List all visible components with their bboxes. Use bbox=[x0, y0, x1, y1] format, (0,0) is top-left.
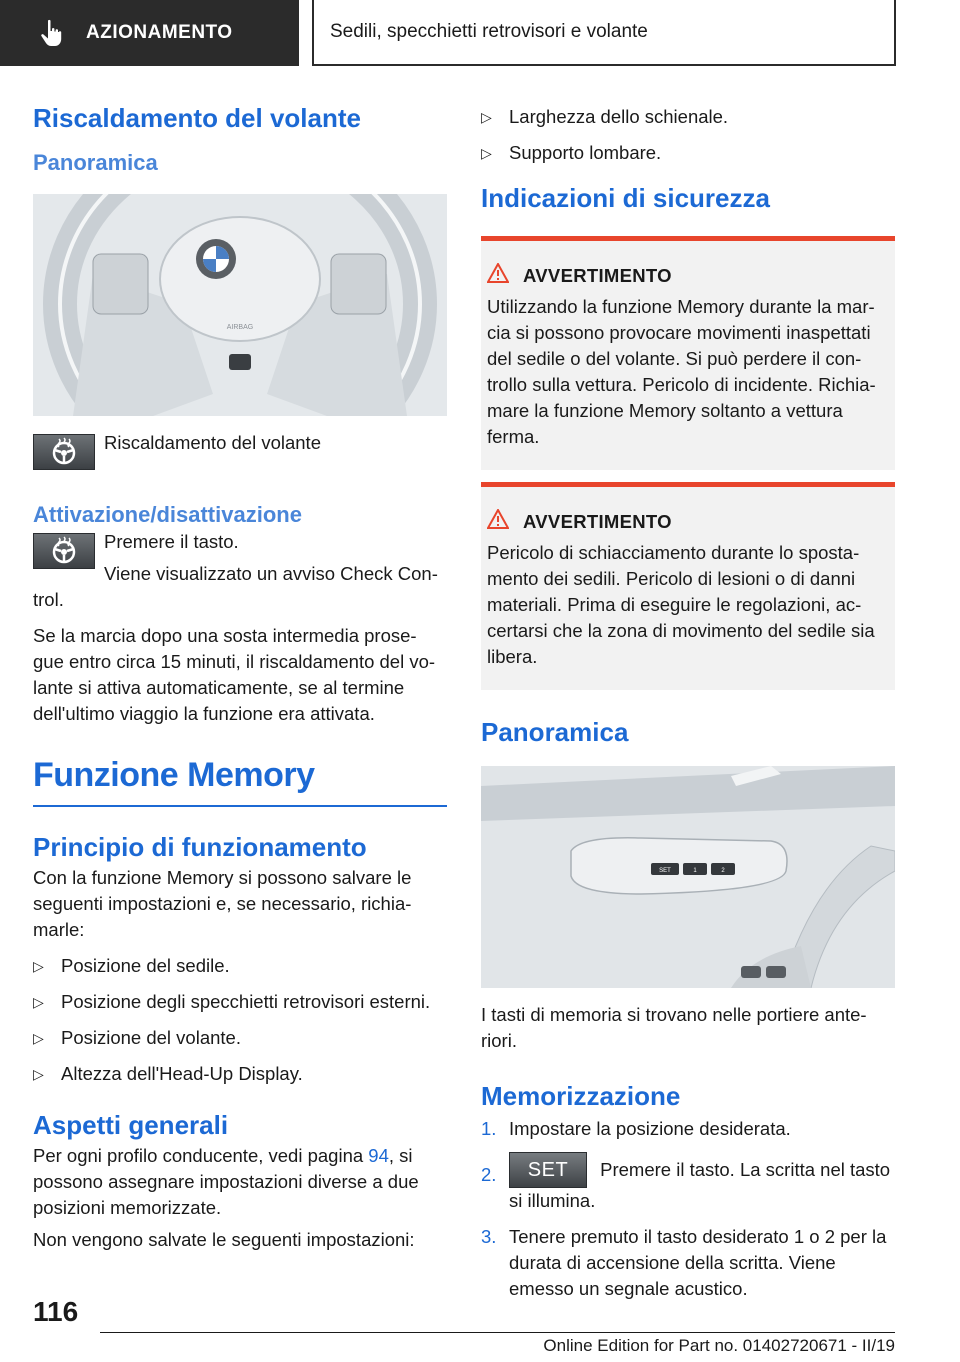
right-column bbox=[481, 100, 895, 1302]
set-key-label: SET bbox=[659, 868, 671, 874]
steering-heating-button-icon bbox=[33, 533, 95, 569]
general-text: Per ogni profilo conducente, vedi pagina 94, si possono assegnare impostazioni diverse a due posizioni memorizzate. bbox=[33, 1145, 419, 1218]
warning-triangle-icon bbox=[487, 509, 509, 534]
set-button-icon: SET bbox=[509, 1152, 587, 1188]
warning-box-1 bbox=[481, 236, 895, 470]
activation-press: Premere il tasto. bbox=[104, 531, 239, 552]
section-label: Sedili, specchietti retrovisori e volante bbox=[330, 21, 648, 42]
activation-check-control: Viene visualizzato un avviso Check Con- bbox=[104, 563, 438, 584]
list-item: 2. SET Premere il tasto. La scritta nel tasto si illumina. bbox=[481, 1152, 895, 1214]
list-item: ▷ Posizione del volante. bbox=[33, 1025, 447, 1051]
heading-general-aspects: Aspetti generali bbox=[33, 1110, 229, 1140]
touch-hand-icon bbox=[38, 18, 64, 48]
heading-steering-heating: Riscaldamento del volante bbox=[33, 103, 361, 133]
auto-activation-text: Se la marcia dopo una sosta intermedia prose- gue entro circa 15 minuti, il riscaldamento del vo- lante si attiva automaticamente, se al termine dell'ultimo viaggio la funzione era attivata. bbox=[33, 625, 436, 724]
heating-icon-legend bbox=[33, 434, 447, 470]
memory-key-1-label: 1 bbox=[693, 868, 697, 874]
steering-wheel-image bbox=[33, 194, 447, 416]
header-section-box bbox=[312, 0, 896, 66]
door-memory-buttons-image bbox=[481, 766, 895, 988]
page-link-94[interactable]: 94 bbox=[368, 1145, 389, 1166]
edition-text: Online Edition for Part no. 01402720671 - II/19 bbox=[543, 1336, 895, 1355]
heading-memory-function: Funzione Memory bbox=[33, 756, 315, 794]
heading-activation: Attivazione/disattivazione bbox=[33, 502, 302, 527]
header-chapter-tab bbox=[0, 0, 299, 66]
list-item: ▷ Posizione del sedile. bbox=[33, 953, 447, 979]
triangle-bullet-icon: ▷ bbox=[33, 994, 44, 1010]
triangle-bullet-icon: ▷ bbox=[33, 1066, 44, 1082]
page-number: 116 bbox=[33, 1296, 79, 1327]
list-item: 1. Impostare la posizione desiderata. bbox=[481, 1118, 791, 1139]
storing-steps-list bbox=[481, 1116, 895, 1302]
activation-check-control-cont: trol. bbox=[33, 589, 64, 610]
not-saved-text: Non vengono salvate le seguenti impostazioni: bbox=[33, 1229, 415, 1250]
list-item: ▷ Posizione degli specchietti retrovisori esterni. bbox=[33, 989, 447, 1015]
left-column bbox=[33, 100, 447, 1253]
principle-text: Con la funzione Memory si possono salvare le seguenti impostazioni e, se necessario, richia- marle: bbox=[33, 867, 412, 940]
warning-title: AVVERTIMENTO bbox=[523, 510, 672, 532]
warning-text: Pericolo di schiacciamento durante lo sposta- mento dei sedili. Pericolo di lesioni o di danni materiali. Prima di eseguire le regolazioni, ac- certarsi che la zona di movimento del sedile sia libera. bbox=[487, 542, 875, 667]
list-item: 3. Tenere premuto il tasto desiderato 1 o 2 per la durata di accensione della scritta. Viene emesso un segnale acustico. bbox=[481, 1226, 887, 1299]
memory-settings-list bbox=[33, 953, 447, 1087]
triangle-bullet-icon: ▷ bbox=[481, 109, 492, 125]
footer-rule bbox=[100, 1332, 895, 1333]
chapter-label: AZIONAMENTO bbox=[86, 22, 233, 43]
memory-buttons-location-text: I tasti di memoria si trovano nelle portiere ante- riori. bbox=[481, 1004, 867, 1051]
warning-title: AVVERTIMENTO bbox=[523, 264, 672, 286]
memory-key-2-label: 2 bbox=[721, 868, 725, 874]
heading-overview-right: Panoramica bbox=[481, 717, 629, 747]
heating-icon-caption: Riscaldamento del volante bbox=[104, 432, 321, 453]
heading-overview-left: Panoramica bbox=[33, 150, 158, 175]
warning-text: Utilizzando la funzione Memory durante la mar- cia si possono provocare movimenti inaspettati del sedile o del volante. Si può perdere il con- trollo sulla vettura. Pericolo di incidente. Richia- mare la funzione Memory soltanto a vettura ferma. bbox=[487, 296, 876, 447]
heading-storing: Memorizzazione bbox=[481, 1081, 681, 1111]
triangle-bullet-icon: ▷ bbox=[33, 958, 44, 974]
triangle-bullet-icon: ▷ bbox=[33, 1030, 44, 1046]
activation-step bbox=[33, 533, 447, 587]
airbag-logo: AIRBAG bbox=[226, 324, 254, 331]
triangle-bullet-icon: ▷ bbox=[481, 145, 492, 161]
warning-triangle-icon bbox=[487, 263, 509, 288]
list-item: ▷ Supporto lombare. bbox=[481, 140, 895, 166]
heading-safety: Indicazioni di sicurezza bbox=[481, 183, 770, 213]
list-item: ▷ Larghezza dello schienale. bbox=[481, 104, 895, 130]
heading-operating-principle: Principio di funzionamento bbox=[33, 832, 367, 862]
not-saved-list bbox=[481, 104, 895, 166]
steering-heating-button-icon bbox=[33, 434, 95, 470]
memory-heading-rule bbox=[33, 805, 447, 807]
list-item: ▷ Altezza dell'Head-Up Display. bbox=[33, 1061, 447, 1087]
warning-box-2 bbox=[481, 482, 895, 690]
